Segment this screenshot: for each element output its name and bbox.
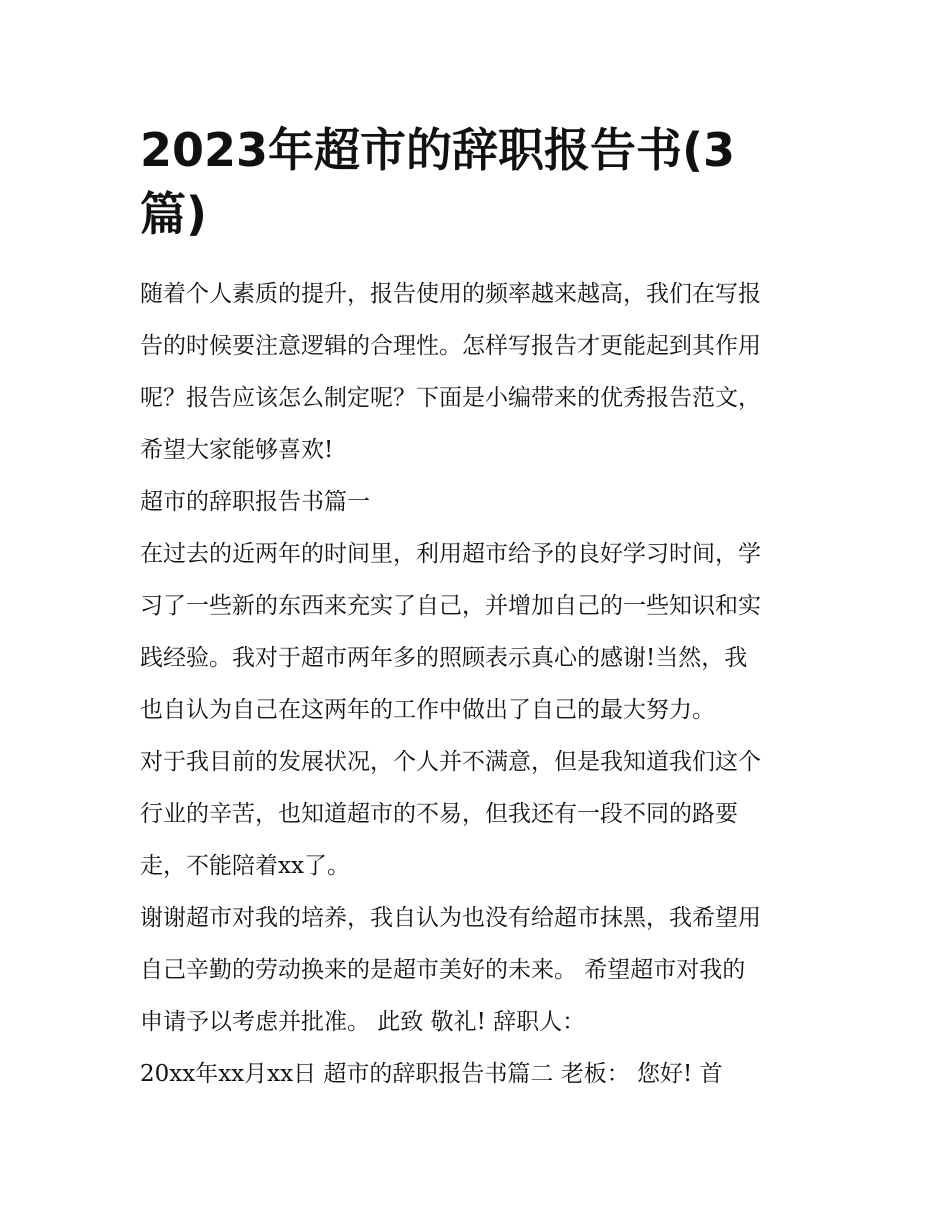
text-line: 走，不能陪着xx了。 [140, 853, 350, 879]
text-line: 践经验。我对于超市两年多的照顾表示真心的感谢!当然，我 [140, 645, 748, 671]
paragraph-2 [140, 736, 820, 892]
text-line: 也自认为自己在这两年的工作中做出了自己的最大努力。 [140, 697, 715, 723]
title-line: 2023年超市的辞职报告书(3 [140, 123, 736, 177]
paragraph-3 [140, 892, 820, 1048]
text-line: 告的时候要注意逻辑的合理性。怎样写报告才更能起到其作用 [140, 333, 761, 359]
text-line: 自己辛勤的劳动换来的是超市美好的未来。 希望超市对我的 [140, 957, 746, 983]
text-line: 随着个人素质的提升，报告使用的频率越来越高，我们在写报 [140, 281, 761, 307]
section-heading-1 [140, 476, 820, 528]
text-line: 在过去的近两年的时间里，利用超市给予的良好学习时间，学 [140, 541, 761, 567]
document-title [140, 118, 780, 246]
text-line: 呢？报告应该怎么制定呢？下面是小编带来的优秀报告范文， [140, 385, 761, 411]
document-page [140, 118, 820, 1100]
title-line: 篇) [140, 187, 208, 241]
text-line: 超市的辞职报告书篇一 [140, 489, 370, 515]
text-line: 对于我目前的发展状况，个人并不满意，但是我知道我们这个 [140, 749, 761, 775]
document-body [140, 268, 820, 1100]
text-line: 申请予以考虑并批准。 此致 敬礼! 辞职人： [140, 1009, 586, 1035]
paragraph-4 [140, 1048, 820, 1100]
text-line: 20xx年xx月xx日 超市的辞职报告书篇二 老板： 您好! 首 [140, 1061, 723, 1087]
paragraph-1 [140, 528, 820, 736]
text-line: 谢谢超市对我的培养，我自认为也没有给超市抹黑，我希望用 [140, 905, 761, 931]
text-line: 习了一些新的东西来充实了自己，并增加自己的一些知识和实 [140, 593, 761, 619]
text-line: 希望大家能够喜欢! [140, 437, 334, 463]
intro-paragraph [140, 268, 820, 476]
text-line: 行业的辛苦，也知道超市的不易，但我还有一段不同的路要 [140, 801, 738, 827]
